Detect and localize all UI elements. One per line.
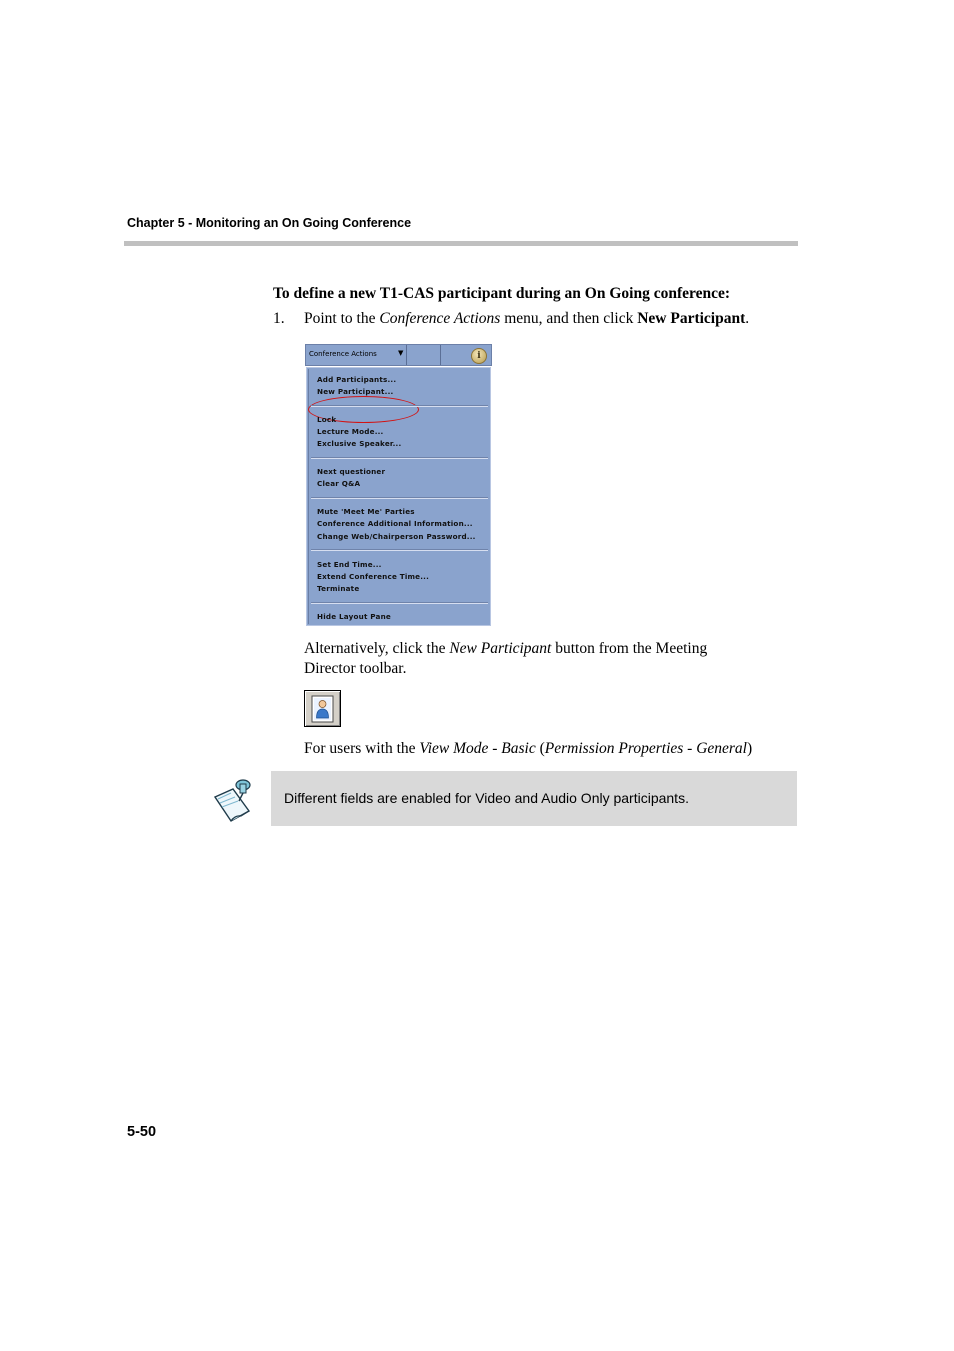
note-pin-icon <box>209 775 257 825</box>
permission-properties: Permission Properties - General <box>544 740 747 757</box>
chevron-down-icon[interactable]: ▼ <box>398 349 404 357</box>
step-text-a: Point to the <box>304 310 380 327</box>
note-box <box>271 771 797 826</box>
note-text: Different fields are enabled for Video and Audio Only participants. <box>284 790 689 806</box>
menu-bar-divider <box>440 345 441 365</box>
menu-item-next-questioner[interactable]: Next questioner <box>317 467 386 476</box>
menu-bar[interactable] <box>305 344 492 366</box>
menu-separator <box>311 549 488 551</box>
menu-item-add-participants[interactable]: Add Participants... <box>317 375 397 384</box>
step-text-c: . <box>745 310 750 327</box>
menu-separator <box>311 457 488 459</box>
step-text-b: menu, and then click <box>500 310 638 327</box>
new-participant-icon <box>305 691 340 726</box>
menu-item-set-end-time[interactable]: Set End Time... <box>317 560 382 569</box>
menu-item-hide-layout[interactable]: Hide Layout Pane <box>317 612 392 621</box>
menu-separator <box>311 497 488 499</box>
alt-text-b: button from the Meeting Director toolbar. <box>304 640 708 677</box>
menu-item-new-participant[interactable]: New Participant... <box>317 387 394 396</box>
paren-close: ) <box>747 740 753 757</box>
menu-bar-divider <box>406 345 407 365</box>
menu-name: Conference Actions <box>379 310 501 327</box>
users-text-a: For users with the <box>304 740 420 757</box>
alternative-paragraph <box>304 639 754 679</box>
menu-item-lock[interactable]: Lock <box>317 415 337 424</box>
info-icon[interactable]: i <box>471 348 487 364</box>
paren-open: ( <box>535 740 545 757</box>
menu-item-terminate[interactable]: Terminate <box>317 584 360 593</box>
menu-item-change-password[interactable]: Change Web/Chairperson Password... <box>317 532 476 541</box>
step-number: 1. <box>273 310 285 327</box>
procedure-heading: To define a new T1-CAS participant during an On Going conference: <box>273 285 731 302</box>
menu-item-conference-info[interactable]: Conference Additional Information... <box>317 519 473 528</box>
menu-separator <box>311 405 488 407</box>
header-rule <box>124 241 798 246</box>
menu-item-extend-time[interactable]: Extend Conference Time... <box>317 572 430 581</box>
users-note-line <box>304 739 752 759</box>
menu-item-lecture-mode[interactable]: Lecture Mode... <box>317 427 384 436</box>
view-mode: View Mode - Basic <box>419 740 536 757</box>
alt-button-name: New Participant <box>449 640 552 657</box>
item-name: New Participant <box>637 310 746 327</box>
conference-actions-menu-screenshot <box>305 344 492 627</box>
page-number: 5-50 <box>127 1124 157 1140</box>
menu-item-exclusive-speaker[interactable]: Exclusive Speaker... <box>317 439 402 448</box>
menu-item-mute-meet-me[interactable]: Mute 'Meet Me' Parties <box>317 507 415 516</box>
menu-dropdown <box>306 367 491 626</box>
step-1-text <box>304 310 749 328</box>
menu-item-clear-qa[interactable]: Clear Q&A <box>317 479 361 488</box>
alt-text-a: Alternatively, click the <box>304 640 450 657</box>
menu-title[interactable]: Conference Actions <box>309 350 377 358</box>
new-participant-toolbar-button[interactable] <box>304 690 341 727</box>
chapter-header: Chapter 5 - Monitoring an On Going Conference <box>127 216 412 230</box>
menu-separator <box>311 602 488 604</box>
